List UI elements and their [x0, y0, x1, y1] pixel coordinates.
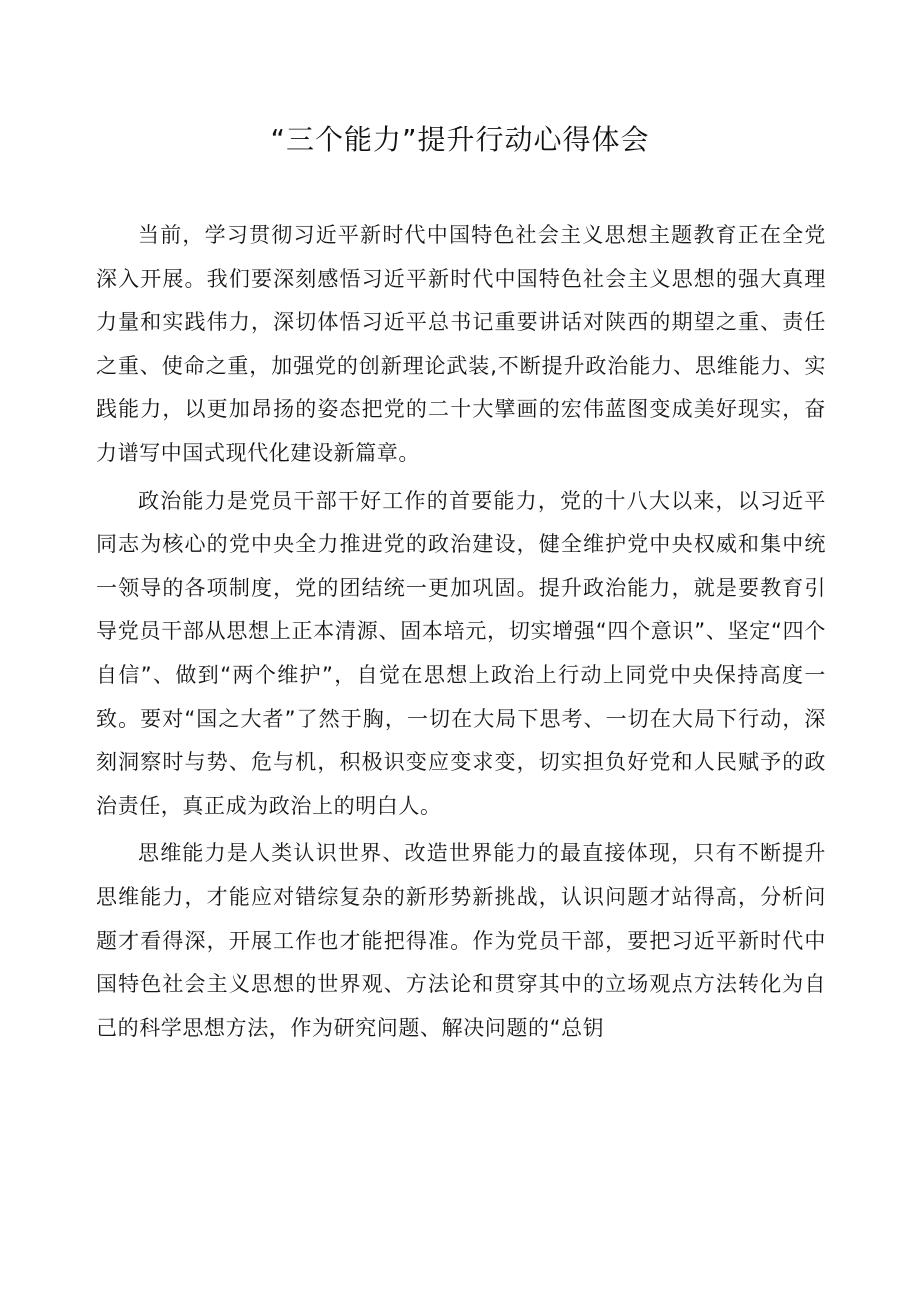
- paragraph-political-ability: 政治能力是党员干部干好工作的首要能力，党的十八大以来，以习近平同志为核心的党中央全力推进党的政治建设，健全维护党中央权威和集中统一领导的各项制度，党的团结统一更加巩固。提升政治能力，就是要教育引导党员干部从思想上正本清源、固本培元，切实增强“四个意识”、坚定“四个自信”、做到“两个维护”，自觉在思想上政治上行动上同党中央保持高度一致。要对“国之大者”了然于胸，一切在大局下思考、一切在大局下行动，深刻洞察时与势、危与机，积极识变应变求变，切实担负好党和人民赋予的政治责任，真正成为政治上的明白人。: [96, 488, 826, 818]
- paragraph-thinking-ability: 思维能力是人类认识世界、改造世界能力的最直接体现，只有不断提升思维能力，才能应对错综复杂的新形势新挑战，认识问题才站得高，分析问题才看得深，开展工作也才能把得准。作为党员干部，要把习近平新时代中国特色社会主义思想的世界观、方法论和贯穿其中的立场观点方法转化为自己的科学思想方法，作为研究问题、解决问题的“总钥: [96, 841, 826, 1040]
- document-title: “三个能力”提升行动心得体会: [270, 123, 650, 156]
- paragraph-intro: 当前，学习贯彻习近平新时代中国特色社会主义思想主题教育正在全党深入开展。我们要深刻感悟习近平新时代中国特色社会主义思想的强大真理力量和实践伟力，深切体悟习近平总书记重要讲话对陕西的期望之重、责任之重、使命之重，加强党的创新理论武装,不断提升政治能力、思维能力、实践能力，以更加昂扬的姿态把党的二十大擘画的宏伟蓝图变成美好现实，奋力谱写中国式现代化建设新篇章。: [96, 223, 826, 465]
- document-body: [96, 214, 826, 1054]
